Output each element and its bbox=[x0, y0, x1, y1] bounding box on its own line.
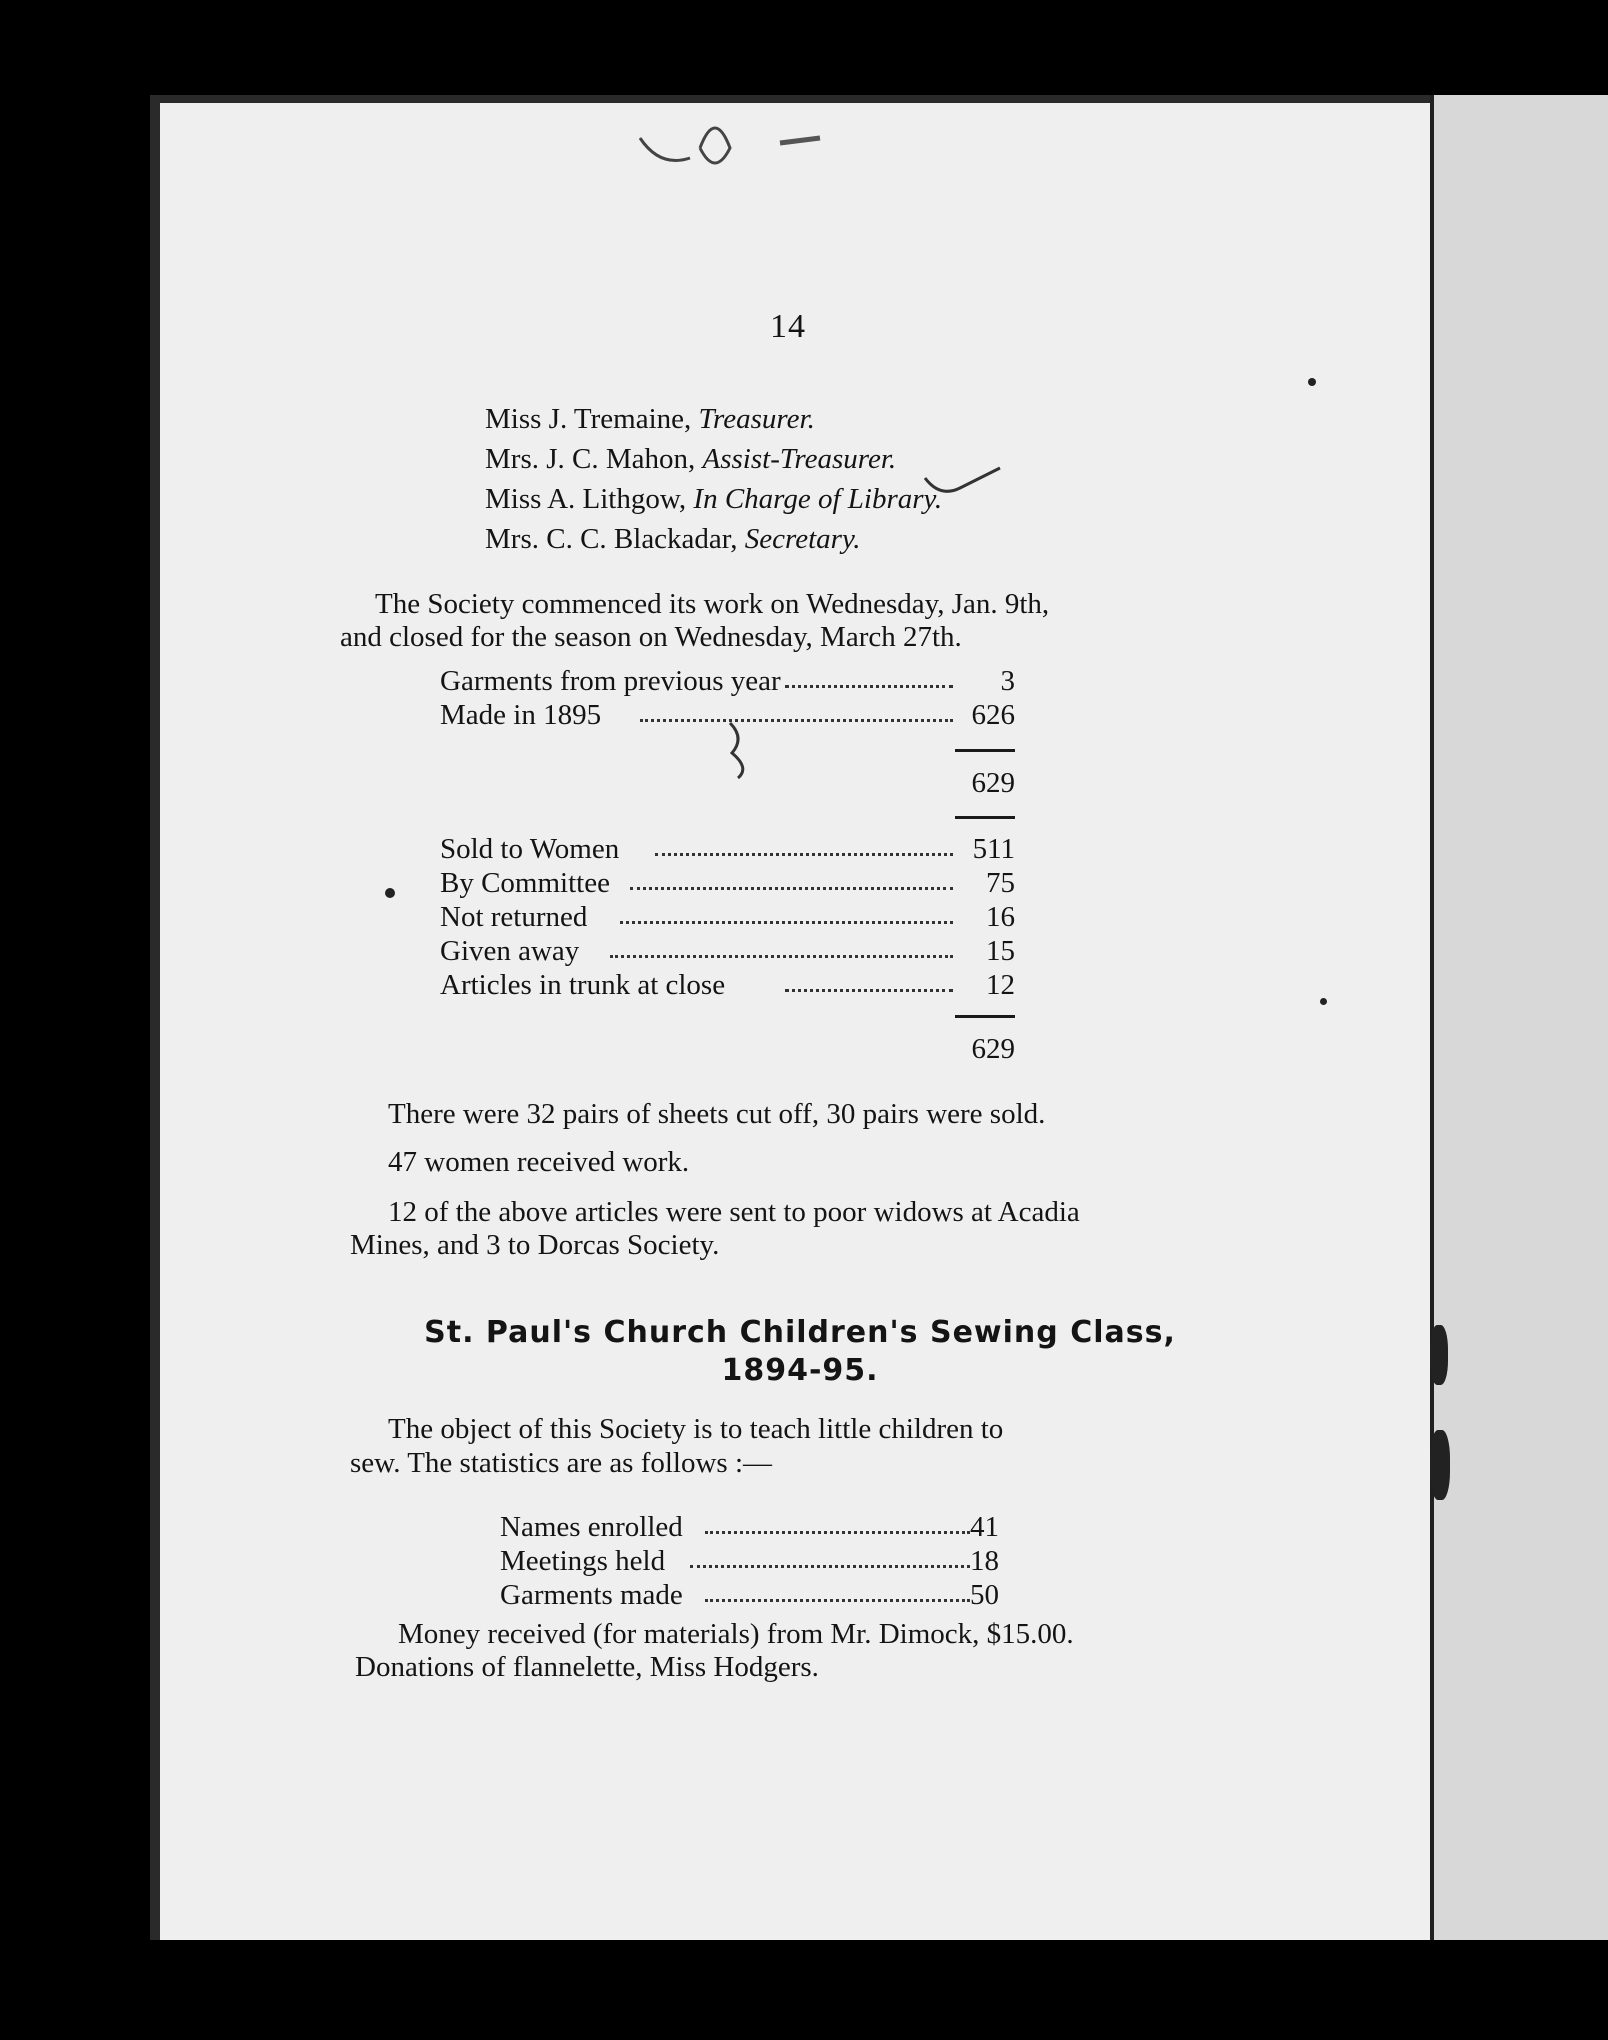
sewing-class-years: 1894-95. bbox=[721, 1353, 879, 1388]
leader-dots bbox=[655, 853, 953, 856]
table-row bbox=[440, 833, 1020, 867]
pencil-scribble bbox=[620, 108, 860, 188]
page-content bbox=[160, 103, 1440, 1948]
distribution-table bbox=[440, 833, 1020, 1003]
intro-line-1: The Society commenced its work on Wednesday, Jan. 9th, bbox=[375, 588, 1050, 620]
sheets-note: There were 32 pairs of sheets cut off, 30 pairs were sold. bbox=[388, 1098, 1046, 1130]
row-label: Names enrolled bbox=[500, 1511, 683, 1543]
row-value: 50 bbox=[970, 1579, 999, 1611]
ink-blot bbox=[1430, 1430, 1450, 1500]
leader-dots bbox=[610, 955, 953, 958]
scan-border-bottom bbox=[0, 1940, 1608, 2040]
garments-table bbox=[440, 665, 1015, 733]
row-value: 511 bbox=[972, 833, 1015, 865]
page-number: 14 bbox=[770, 308, 806, 345]
row-label: Meetings held bbox=[500, 1545, 666, 1577]
leader-dots bbox=[640, 719, 953, 722]
table-row bbox=[500, 1545, 1000, 1579]
officer-name: Mrs. J. C. Mahon, bbox=[485, 443, 703, 475]
leader-dots bbox=[705, 1531, 970, 1534]
table-row bbox=[440, 699, 1015, 733]
object-line-1: The object of this Society is to teach little children to bbox=[388, 1413, 1004, 1445]
distribution-total: 629 bbox=[971, 1033, 1015, 1065]
scan-border-top bbox=[0, 0, 1608, 100]
row-label: By Committee bbox=[440, 867, 610, 899]
row-label: Made in 1895 bbox=[440, 699, 602, 731]
officer-name: Miss J. Tremaine, bbox=[485, 403, 699, 435]
table-row bbox=[440, 935, 1020, 969]
leader-dots bbox=[690, 1565, 970, 1568]
sewing-stats-table bbox=[500, 1511, 1000, 1613]
intro-line-2: and closed for the season on Wednesday, March 27th. bbox=[340, 621, 962, 653]
row-value: 41 bbox=[970, 1511, 999, 1543]
leader-dots bbox=[785, 989, 953, 992]
ink-speck bbox=[385, 888, 395, 898]
pencil-mark bbox=[720, 713, 760, 783]
row-value: 626 bbox=[971, 699, 1015, 731]
officer-line bbox=[485, 483, 942, 516]
row-label: Not returned bbox=[440, 901, 588, 933]
table-row bbox=[440, 665, 1015, 699]
object-line-2: sew. The statistics are as follows :— bbox=[350, 1447, 773, 1479]
garments-total: 629 bbox=[971, 767, 1015, 799]
table-row bbox=[500, 1579, 1000, 1613]
row-value: 75 bbox=[986, 867, 1015, 899]
row-label: Garments made bbox=[500, 1579, 683, 1611]
sum-rule bbox=[955, 749, 1015, 752]
officer-role: In Charge of Library. bbox=[693, 483, 943, 515]
row-label: Articles in trunk at close bbox=[440, 969, 726, 1001]
leader-dots bbox=[705, 1599, 970, 1602]
officer-line bbox=[485, 443, 896, 476]
sum-rule bbox=[955, 816, 1015, 819]
check-mark bbox=[920, 458, 1010, 508]
table-row bbox=[500, 1511, 1000, 1545]
table-row bbox=[440, 969, 1020, 1003]
table-row bbox=[440, 867, 1020, 901]
ink-blot bbox=[1430, 1325, 1448, 1385]
ink-speck bbox=[1320, 998, 1327, 1005]
money-line-2: Donations of flannelette, Miss Hodgers. bbox=[355, 1651, 819, 1683]
sum-rule bbox=[955, 1015, 1015, 1018]
ink-speck bbox=[1308, 378, 1316, 386]
officer-role: Assist-Treasurer. bbox=[702, 443, 897, 475]
row-label: Given away bbox=[440, 935, 580, 967]
row-value: 15 bbox=[986, 935, 1015, 967]
facing-page-edge bbox=[1430, 95, 1608, 1940]
row-value: 12 bbox=[986, 969, 1015, 1001]
row-value: 16 bbox=[986, 901, 1015, 933]
women-note: 47 women received work. bbox=[388, 1146, 690, 1178]
sent-note-line-1: 12 of the above articles were sent to poor widows at Acadia bbox=[388, 1196, 1080, 1228]
officer-line bbox=[485, 403, 815, 436]
table-row bbox=[440, 901, 1020, 935]
leader-dots bbox=[630, 887, 953, 890]
money-line-1: Money received (for materials) from Mr. Dimock, $15.00. bbox=[398, 1618, 1074, 1650]
row-label: Sold to Women bbox=[440, 833, 620, 865]
officer-role: Secretary. bbox=[744, 523, 861, 555]
leader-dots bbox=[785, 685, 953, 688]
sewing-class-title: St. Paul's Church Children's Sewing Class, bbox=[424, 1315, 1176, 1350]
officer-line bbox=[485, 523, 861, 556]
leader-dots bbox=[620, 921, 953, 924]
sent-note-line-2: Mines, and 3 to Dorcas Society. bbox=[350, 1229, 720, 1261]
officer-name: Mrs. C. C. Blackadar, bbox=[485, 523, 745, 555]
row-value: 18 bbox=[970, 1545, 999, 1577]
row-label: Garments from previous year bbox=[440, 665, 781, 697]
officer-role: Treasurer. bbox=[698, 403, 815, 435]
officer-name: Miss A. Lithgow, bbox=[485, 483, 694, 515]
document-page bbox=[150, 95, 1430, 1940]
row-value: 3 bbox=[1000, 665, 1015, 697]
